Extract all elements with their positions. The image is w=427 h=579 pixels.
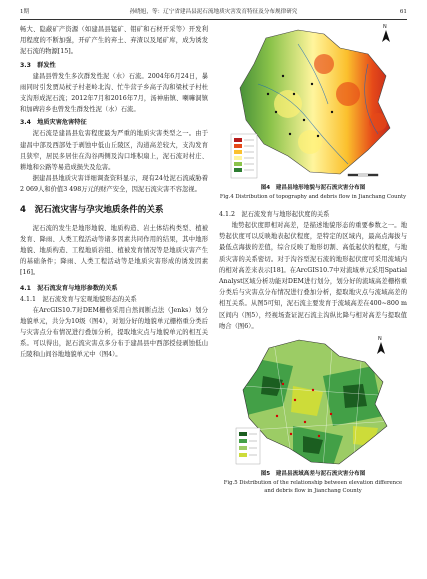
elevation-difference-map-image: [233, 336, 393, 468]
legend-box: [231, 134, 257, 178]
intro-paragraph: 畅大、隐蔽矿产资源（如建昌县锰矿、钼矿和石材开采等）开发利用程度的不断加强，开矿产生的弃土、弃渣以及尾矿库，成为诱发泥石流的物源[15]。: [20, 26, 208, 56]
figure-4-caption-en: Fig.4 Distribution of topography and debris flow in Jianchang County: [219, 194, 407, 200]
section-4-1-1-body: 在ArcGIS10.7对DEM栅格采用自然间断点法（Jenks）划分地貌单元，共分为10级（图4），对划分好的地貌单元栅格重分类后与灾害点分布情况进行叠加分析，提取地灾点与地貌单元的相互关系。可以得出，泥石流灾害点多分布于建昌县中西部授侵剥蚀低山丘陵和山间谷地地貌单元中（图4）。: [20, 306, 208, 359]
figure-4-map: [228, 24, 398, 182]
figure-5: [219, 336, 407, 495]
section-4-1-2-heading: 4.1.2 泥石流发育与地形起伏度的关系: [219, 211, 330, 218]
running-header-title: 孙晓旭，等：辽宁省建昌县泥石流地质灾害发育特征及分布规律研究: [129, 9, 298, 15]
north-label: N: [383, 24, 387, 30]
figure-5-map: [233, 336, 393, 468]
legend-box: [236, 428, 260, 464]
north-label: N: [378, 336, 382, 343]
section-3-4-body-2: 据建昌县地质灾害详细调查资料显示，现有24处泥石流威胁着2 069人和价值3 498万元的财产安全，因泥石流灾害不容忽视。: [20, 175, 208, 194]
section-4-1-heading: 4.1 泥石流发育与地形参数的关系: [20, 284, 118, 292]
section-3-4-heading: 3.4 地质灾害危害特征: [20, 119, 87, 127]
running-header-left: 1期: [20, 9, 30, 15]
section-3-3-body: 建昌县曾发生多次群发性泥（水）石流。2004年6月24日，暴雨同时引发贾局杖子村老岭北沟、忙牛营子乡高子沟和梁杖子村杜支沟形成泥石流；2012年7月和2016年7月，汤神庙镇、喇嘛洞镇和加碑岩乡也曾发生群发性泥（水）石流。: [20, 72, 208, 114]
header-rule: [20, 19, 407, 20]
figure-4: [219, 24, 407, 201]
section-3-4-body-1: 泥石流是建昌县危害程度最为严重的地质灾害类型之一。由于建昌中部及西部处于剥蚀中低山丘陵区，沟道高差较大，支沟发育且狭窄，居民多居住在沟谷两侧及沟口堆积扇上，泥石流对村庄、耕地和公路等易造成损失及危害。: [20, 130, 208, 172]
figure-4-caption-cn: 图4 建昌县地形地貌与泥石流灾害分布图: [260, 185, 366, 191]
figure-5-caption-en: Fig.5 Distribution of the relationship between elevation difference and debris flow in Jianchang County: [223, 480, 403, 495]
figure-5-caption-cn: 图5 建昌县流域高差与泥石流灾害分布图: [260, 471, 366, 478]
section-4-body: 泥石流的发生是地形地貌、地质构造、岩土体结构类型、植被发育、降雨、人类工程活动等诸多因素共同作用的结果，其中地形地貌、地质构造、工程地质岩组、植被发育情况等是地质灾害产生的基础条件；降雨、人类工程活动等是地质灾害形成的诱发因素[16]。: [20, 224, 208, 277]
terrain-map-image: [228, 24, 398, 182]
section-4-1-2-body: 地势起伏度即相对高差，是描述地貌形态的重要参数之一。地势起伏度可以反映地表起伏程度，是特定的区域内，最高点海拔与最低点海拔的差值，综合反映了地形切割、高低起伏的程度，与地质灾害的关系密切。对于沟谷型泥石流的地形起伏度可采用流域内的相对高差来表示[18]。在ArcGIS10.7中对流域单元采用Spatial Analyst区域分析功能对DEM进行划分，划分好的流域高差栅格重分类后与灾害点分布情况进行叠加分析，提取地灾点与流域高差的相互关系。从图5可知，泥石流主要发育于流域高差在400~800 m区间内（图5），经视场查证泥石流主沟纵比降与相对高差与提取值吻合（图6）。: [219, 222, 407, 330]
page-number: 61: [399, 9, 407, 15]
scale-bar: [348, 174, 378, 176]
left-column: [20, 24, 208, 361]
right-column: [219, 24, 407, 495]
section-4-heading: 4 泥石流灾害与孕灾地质条件的关系: [20, 204, 164, 215]
section-4-1-1-heading: 4.1.1 泥石流发育与宏观地貌形态的关系: [20, 295, 137, 303]
section-3-3-heading: 3.3 群发性: [20, 61, 56, 69]
